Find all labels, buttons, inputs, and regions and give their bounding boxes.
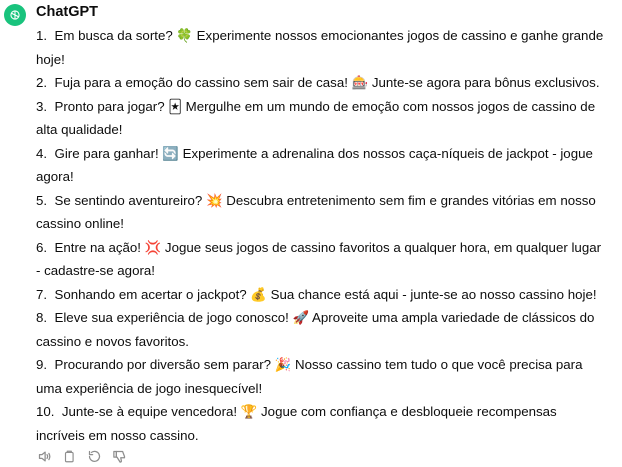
message-author: ChatGPT [36,4,99,20]
list-item: 10. Junte-se à equipe vencedora! 🏆 Jogue com confiança e desbloqueie recompensas incríveis em nosso cassino. [36,404,557,443]
message-content [36,24,608,447]
list-item: 7. Sonhando em acertar o jackpot? 💰 Sua chance está aqui - junte-se ao nosso cassino hoje! [36,286,597,302]
copy-icon[interactable] [61,448,77,464]
list-item: 4. Gire para ganhar! 🔄 Experimente a adrenalina dos nossos caça-níqueis de jackpot - jogue agora! [36,145,593,184]
regenerate-icon[interactable] [86,448,102,464]
list-item: 6. Entre na ação! 💢 Jogue seus jogos de cassino favoritos a qualquer hora, em qualquer lugar - cadastre-se agora! [36,239,602,278]
list-item: 5. Se sentindo aventureiro? 💥 Descubra entretenimento sem fim e grandes vitórias em nosso cassino online! [36,192,596,231]
chatgpt-logo-icon [4,4,26,26]
list-item: 2. Fuja para a emoção do cassino sem sair de casa! 🎰 Junte-se agora para bônus exclusivos. [36,75,600,90]
thumbs-down-icon[interactable] [111,448,127,464]
list-item: 8. Eleve sua experiência de jogo conosco! 🚀 Aproveite uma ampla variedade de clássicos do cassino e novos favoritos. [36,310,595,349]
list-item: 1. Em busca da sorte? 🍀 Experimente nossos emocionantes jogos de cassino e ganhe grande hoje! [36,28,604,67]
list-item: 9. Procurando por diversão sem parar? 🎉 Nosso cassino tem tudo o que você precisa para uma experiência de jogo inesquecível! [36,357,583,396]
message-actions [36,447,127,465]
list-item: 3. Pronto para jogar? 🃏 Mergulhe em um mundo de emoção com nossos jogos de cassino de alta qualidade! [36,98,596,137]
read-aloud-icon[interactable] [36,448,52,464]
